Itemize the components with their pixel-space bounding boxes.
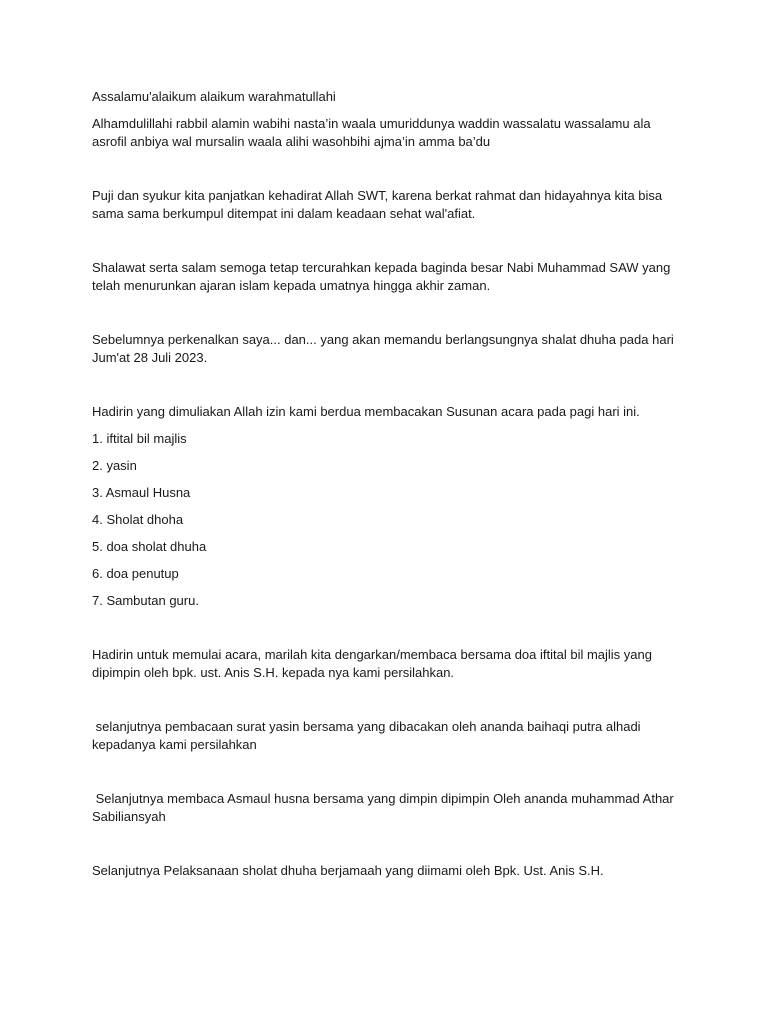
agenda-intro-paragraph: Hadirin yang dimuliakan Allah izin kami berdua membacakan Susunan acara pada pagi hari ini.	[92, 404, 640, 419]
asmaul-husna-paragraph: Selanjutnya membaca Asmaul husna bersama yang dimpin dipimpin Oleh ananda muhammad Athar Sabiliansyah	[92, 791, 678, 824]
greeting-paragraph: Assalamu'alaikum alaikum warahmatullahi	[92, 89, 336, 104]
praise-paragraph: Puji dan syukur kita panjatkan kehadirat Allah SWT, karena berkat rahmat dan hidayahnya kita bisa sama sama berkumpul ditempat ini dalam keadaan sehat wal'afiat.	[92, 188, 663, 221]
sholat-dhuha-paragraph: Selanjutnya Pelaksanaan sholat dhuha berjamaah yang diimami oleh Bpk. Ust. Anis S.H.	[92, 863, 604, 878]
list-item: 4. Sholat dhoha	[92, 512, 184, 527]
list-item: 1. iftital bil majlis	[92, 431, 187, 446]
shalawat-paragraph: Shalawat serta salam semoga tetap tercurahkan kepada baginda besar Nabi Muhammad SAW yang telah menurunkan ajaran islam kepada umatnya hingga akhir zaman.	[92, 260, 671, 293]
list-item: 5. doa sholat dhuha	[92, 539, 207, 554]
agenda-list	[92, 430, 682, 610]
opening-paragraph: Alhamdulillahi rabbil alamin wabihi nasta’in waala umuriddunya waddin wassalatu wassalamu ala asrofil anbiya wal mursalin waala alihi wasohbihi ajma’in amma ba’du	[92, 116, 651, 149]
iftital-paragraph: Hadirin untuk memulai acara, marilah kita dengarkan/membaca bersama doa iftital bil majlis yang dipimpin oleh bpk. ust. Anis S.H. kepada nya kami persilahkan.	[92, 647, 652, 680]
yasin-paragraph: selanjutnya pembacaan surat yasin bersama yang dibacakan oleh ananda baihaqi putra alhadi kepadanya kami persilahkan	[92, 719, 645, 752]
list-item: 6. doa penutup	[92, 566, 179, 581]
list-item: 3. Asmaul Husna	[92, 485, 191, 500]
document-body	[92, 88, 682, 880]
list-item: 7. Sambutan guru.	[92, 593, 199, 608]
introduction-paragraph: Sebelumnya perkenalkan saya... dan... yang akan memandu berlangsungnya shalat dhuha pada hari Jum'at 28 Juli 2023.	[92, 332, 674, 365]
list-item: 2. yasin	[92, 458, 137, 473]
